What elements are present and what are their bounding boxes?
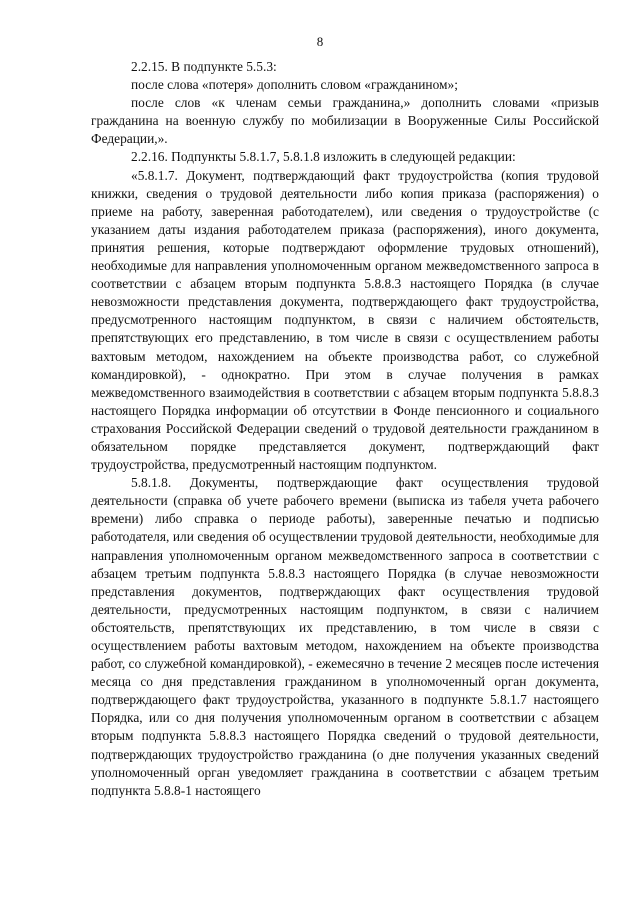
paragraph-2-2-16: 2.2.16. Подпункты 5.8.1.7, 5.8.1.8 изложить в следующей редакции: [131,149,516,165]
document-body [91,58,599,800]
paragraph-2-2-15: 2.2.15. В подпункте 5.5.3: [131,59,277,74]
paragraph-5-8-1-7: «5.8.1.7. Документ, подтверждающий факт трудоустройства (копия трудовой книжки, сведения о трудовой деятельности либо копия приказа (распоряжения) о приеме на работу, заверенная работодателем), или сведения о трудоустройстве (с указанием даты издания работодателем приказа (распоряжения), иного документа, принятия решения, которые подтверждают оформление трудовых отношений), необходимые для направления уполномоченным органом межведомственного запроса в соответствии с абзацем вторым подпункта 5.8.8.3 настоящего Порядка (в случае невозможности представления документа, подтверждающего факт трудоустройства, предусмотренного настоящим подпунктом, в связи с наличием обстоятельств, препятствующих его представлению, в том числе в связи с осуществлением работы вахтовым методом, нахождением на объекте производства работ, со служебной командировкой), - однократно. При этом в случае получения в рамках межведомственного взаимодействия в соответствии с абзацем вторым подпункта 5.8.8.3 настоящего Порядка информации об отсутствии в Фонде пенсионного и социального страхования Российской Федерации сведений о трудовой деятельности гражданином в обязательном порядке представляется документ, подтверждающий факт трудоустройства, предусмотренный настоящим подпунктом. [91,167,599,473]
paragraph-after-loss: после слова «потеря» дополнить словом «гражданином»; [131,77,458,93]
paragraph-after-family: после слов «к членам семьи гражданина,» дополнить словами «призыв гражданина на военную службу по мобилизации в Вооруженные Силы Российской Федерации,». [91,95,599,147]
page-number: 8 [316,34,324,49]
paragraph-5-8-1-8: 5.8.1.8. Документы, подтверждающие факт осуществления трудовой деятельности (справка об учете рабочего времени (выписка из табеля учета рабочего времени) либо справка о периоде работы), заверенные печатью и подписью работодателя, или сведения об осуществлении трудовой деятельности, необходимые для направления уполномоченным органом межведомственного запроса в соответствии с абзацем третьим подпункта 5.8.8.3 настоящего Порядка (в случае невозможности представления документов, подтверждающих факт осуществления трудовой деятельности, предусмотренных настоящим подпунктом, в связи с наличием обстоятельств, препятствующих их представлению, в том числе в связи с осуществлением работы вахтовым методом, нахождением на объекте производства работ, со служебной командировкой), - ежемесячно в течение 2 месяцев после истечения месяца со дня представления гражданином в уполномоченный орган документа, подтверждающего факт трудоустройства, указанного в подпункте 5.8.1.7 настоящего Порядка, или со дня получения уполномоченным органом в соответствии с абзацем вторым подпункта 5.8.8.3 настоящего Порядка сведений о трудовой деятельности, подтверждающих трудоустройство гражданина (о дне получения указанных сведений уполномоченный орган уведомляет гражданина в соответствии с абзацем третьим подпункта 5.8.8-1 настоящего [91,475,599,798]
